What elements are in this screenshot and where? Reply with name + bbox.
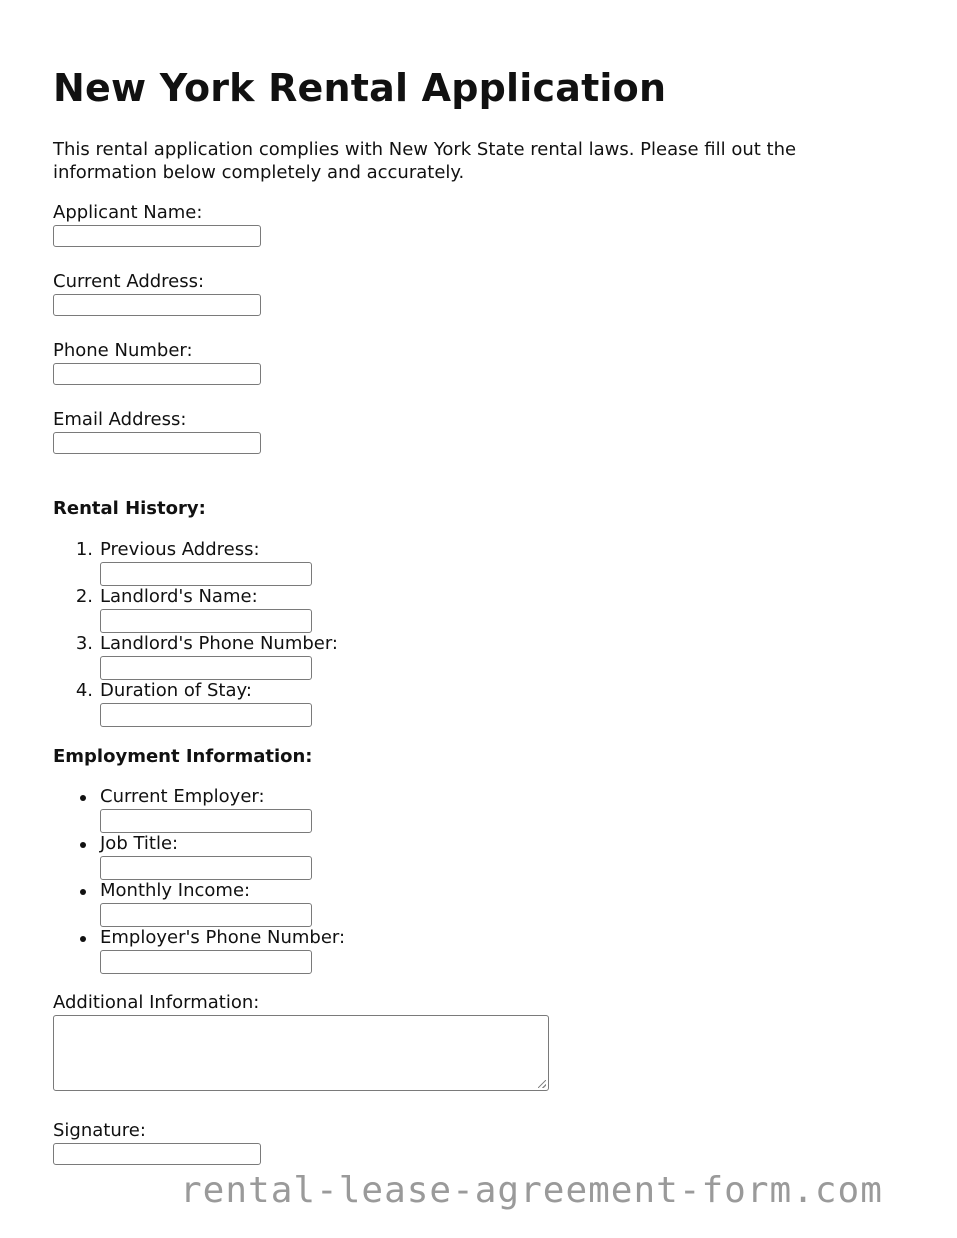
current-employer-input[interactable] — [100, 809, 312, 833]
monthly-income-label: Monthly Income: — [100, 880, 251, 901]
watermark: rental-lease-agreement-form.com — [180, 1170, 883, 1211]
additional-info-textarea[interactable] — [53, 1015, 549, 1091]
additional-info-label: Additional Information: — [53, 992, 260, 1013]
duration-of-stay-input[interactable] — [100, 703, 312, 727]
landlord-phone-input[interactable] — [100, 656, 312, 680]
signature-input[interactable] — [53, 1143, 261, 1165]
list-marker: 4. — [75, 680, 93, 701]
landlord-name-label: Landlord's Name: — [100, 586, 258, 607]
employer-phone-label: Employer's Phone Number: — [100, 927, 346, 948]
list-marker: 1. — [75, 539, 93, 560]
current-address-label: Current Address: — [53, 271, 205, 292]
email-address-label: Email Address: — [53, 409, 187, 430]
bullet-icon — [80, 936, 86, 942]
resize-handle-icon[interactable] — [538, 1080, 546, 1088]
monthly-income-input[interactable] — [100, 903, 312, 927]
applicant-name-label: Applicant Name: — [53, 202, 203, 223]
phone-number-label: Phone Number: — [53, 340, 193, 361]
bullet-icon — [80, 842, 86, 848]
list-marker: 3. — [75, 633, 93, 654]
previous-address-label: Previous Address: — [100, 539, 260, 560]
intro-text: This rental application complies with New York State rental laws. Please fill out the information below completely and accurately. — [53, 139, 797, 183]
page-title: New York Rental Application — [53, 66, 667, 110]
job-title-input[interactable] — [100, 856, 312, 880]
job-title-label: Job Title: — [100, 833, 179, 854]
phone-number-input[interactable] — [53, 363, 261, 385]
email-address-input[interactable] — [53, 432, 261, 454]
employer-phone-input[interactable] — [100, 950, 312, 974]
applicant-name-input[interactable] — [53, 225, 261, 247]
previous-address-input[interactable] — [100, 562, 312, 586]
bullet-icon — [80, 889, 86, 895]
current-employer-label: Current Employer: — [100, 786, 265, 807]
duration-of-stay-label: Duration of Stay: — [100, 680, 252, 701]
list-marker: 2. — [75, 586, 93, 607]
signature-label: Signature: — [53, 1120, 146, 1141]
landlord-phone-label: Landlord's Phone Number: — [100, 633, 338, 654]
bullet-icon — [80, 795, 86, 801]
landlord-name-input[interactable] — [100, 609, 312, 633]
current-address-input[interactable] — [53, 294, 261, 316]
employment-heading: Employment Information: — [53, 746, 313, 767]
rental-history-heading: Rental History: — [53, 498, 206, 519]
